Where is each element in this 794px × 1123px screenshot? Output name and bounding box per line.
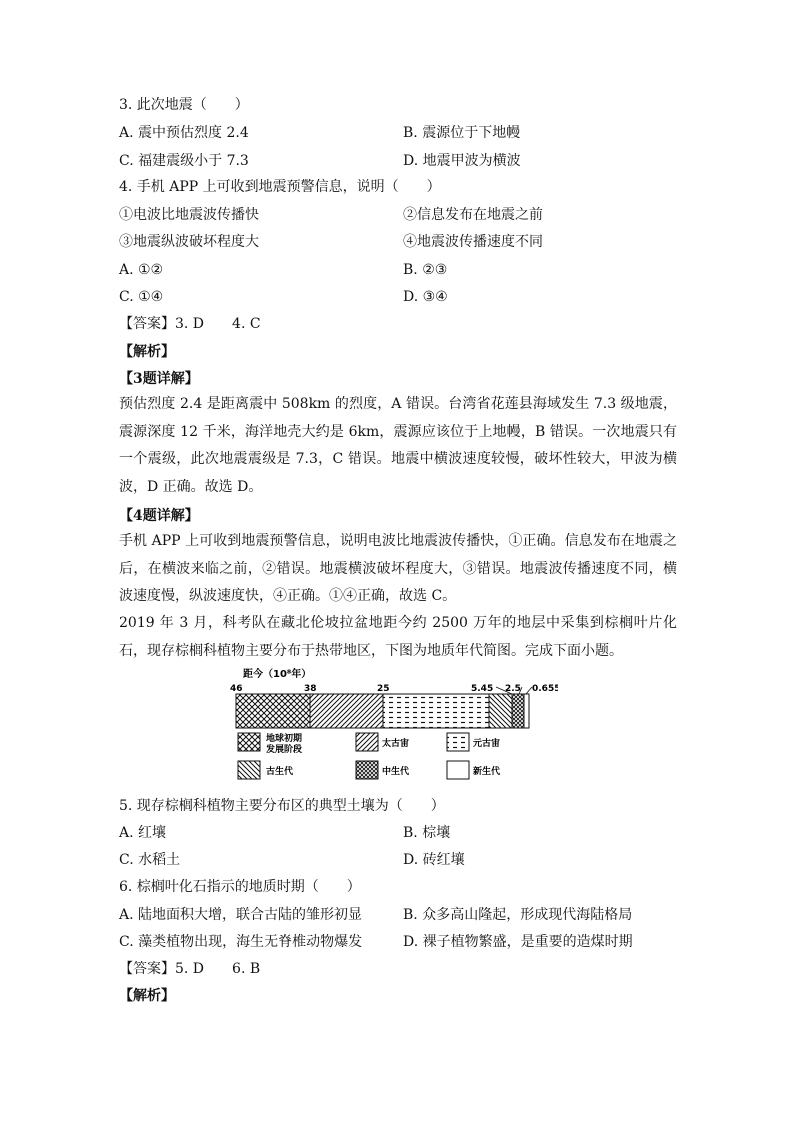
- q6-option-d: D. 裸子植物繁盛，是重要的造煤时期: [403, 934, 633, 950]
- legend-swatch-archean: [356, 733, 378, 751]
- q6-option-c: C. 藻类植物出现，海生无脊椎动物爆发: [119, 934, 363, 950]
- q5-option-b: B. 棕壤: [403, 825, 451, 841]
- q4-statement-4: ④地震波传播速度不同: [403, 234, 543, 250]
- bar-archean: [310, 694, 383, 728]
- legend-paleozoic: 古生代: [266, 767, 294, 777]
- q3-option-b: B. 震源位于下地幔: [403, 125, 521, 141]
- tick-25: 25: [377, 684, 390, 694]
- legend-swatch-early-earth: [238, 733, 260, 751]
- q4-option-a: A. ①②: [119, 262, 164, 278]
- q4-option-b: B. ②③: [403, 262, 448, 278]
- bar-cenozoic: [524, 694, 529, 728]
- legend-early-earth-line1: 地球初期: [266, 734, 303, 744]
- tick-46: 46: [230, 684, 243, 694]
- q4-statement-1: ①电波比地震波传播快: [119, 207, 259, 223]
- detail-4-heading: 【4题详解】: [119, 508, 199, 524]
- q4-option-c: C. ①④: [119, 289, 164, 305]
- tick-2-5: 2.5: [505, 684, 521, 694]
- legend-early-earth-line2: 发展阶段: [266, 745, 303, 755]
- answer-5-6: 【答案】5. D 6. B: [119, 961, 261, 977]
- analysis-heading-2: 【解析】: [119, 988, 175, 1004]
- analysis-heading: 【解析】: [119, 344, 175, 360]
- q5-option-a: A. 红壤: [119, 825, 167, 841]
- legend-proterozoic: 元古宙: [473, 739, 501, 749]
- q3-option-d: D. 地震甲波为横波: [403, 153, 521, 169]
- legend-swatch-mesozoic: [356, 761, 378, 779]
- bar-early-earth: [236, 694, 310, 728]
- q4-stem: 4. 手机 APP 上可收到地震预警信息，说明（ ）: [119, 179, 441, 195]
- tick-38: 38: [304, 684, 317, 694]
- detail-4-text: 手机 APP 上可收到地震预警信息，说明电波比地震波传播快，①正确。信息发布在地震之后，在横波来临之前，②错误。地震横波破坏程度大，③错误。地震波传播速度不同，横波速度慢，纵波速度快，④正确。①④正确，故选 C。: [119, 533, 677, 604]
- legend-swatch-paleozoic: [238, 761, 260, 779]
- legend-archean: 太古宙: [382, 739, 410, 749]
- q5-option-c: C. 水稻土: [119, 852, 181, 868]
- axis-title: 距今（10⁸年）: [243, 669, 312, 680]
- tick-0-655: 0.655: [532, 684, 558, 694]
- q3-option-a: A. 震中预估烈度 2.4: [119, 125, 249, 141]
- detail-3-text: 预估烈度 2.4 是距离震中 508km 的烈度，A 错误。台湾省花莲县海域发生 7.3 级地震，震源深度 12 千米，海洋地壳大约是 6km，震源应该位于上地幔，B 错误。一次地震只有一个震级，此次地震震级是 7.3，C 错误。地震中横波速度较慢，破坏性较大，甲波为横波，D 正确。故选 D。: [119, 396, 677, 495]
- legend-swatch-cenozoic: [447, 761, 469, 779]
- bar-mesozoic: [512, 694, 524, 728]
- q6-stem: 6. 棕榈叶化石指示的地质时期（ ）: [119, 879, 361, 895]
- q3-option-c: C. 福建震级小于 7.3: [119, 153, 249, 169]
- bar-proterozoic: [383, 694, 489, 728]
- legend-swatch-proterozoic: [447, 733, 469, 751]
- q4-statement-2: ②信息发布在地震之前: [403, 207, 543, 223]
- bar-paleozoic: [489, 694, 512, 728]
- legend-cenozoic: 新生代: [473, 767, 501, 777]
- q5-option-d: D. 砖红壤: [403, 852, 465, 868]
- q5-stem: 5. 现存棕榈科植物主要分布区的典型土壤为（ ）: [119, 798, 445, 814]
- detail-3-heading: 【3题详解】: [119, 371, 199, 387]
- legend-mesozoic: 中生代: [382, 767, 410, 777]
- q6-option-b: B. 众多高山隆起，形成现代海陆格局: [403, 907, 633, 923]
- q4-option-d: D. ③④: [403, 289, 448, 305]
- geologic-time-figure: [228, 665, 558, 785]
- geologic-time-diagram: [228, 665, 558, 785]
- q3-stem: 3. 此次地震（ ）: [119, 97, 249, 113]
- q4-statement-3: ③地震纵波破坏程度大: [119, 234, 259, 250]
- q6-option-a: A. 陆地面积大增，联合古陆的雏形初显: [119, 907, 363, 923]
- answer-3-4: 【答案】3. D 4. C: [119, 316, 261, 332]
- question-intro: 2019 年 3 月，科考队在藏北伦坡拉盆地距今约 2500 万年的地层中采集到棕榈叶片化石，现存棕榈科植物主要分布于热带地区，下图为地质年代简图。完成下面小题。: [119, 615, 677, 659]
- tick-5-45: 5.45: [471, 684, 494, 694]
